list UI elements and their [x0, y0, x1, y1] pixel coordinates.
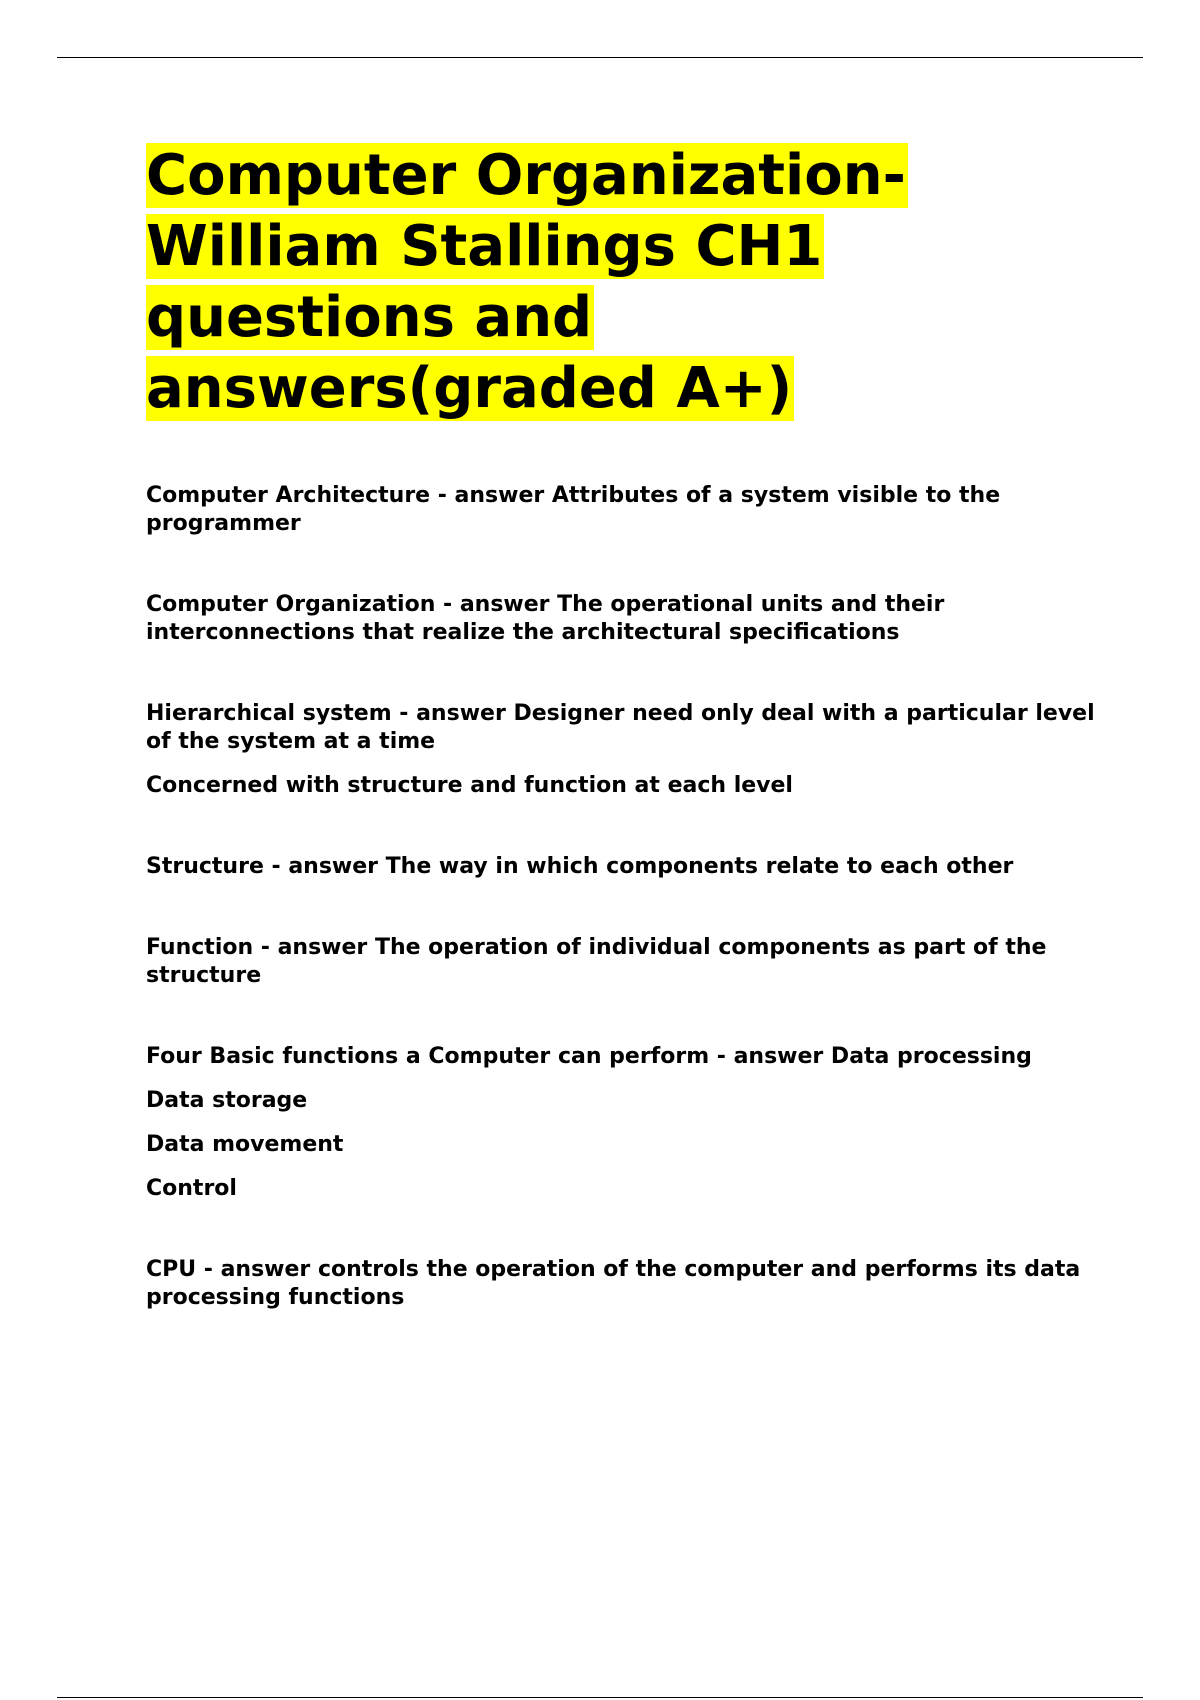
- qa-text: CPU - answer controls the operation of the computer and performs its data processing functions: [146, 1257, 1081, 1310]
- qa-text: Computer Organization - answer The operational units and their interconnections that realize the architectural specifications: [146, 592, 945, 645]
- qa-text: Computer Architecture - answer Attributes of a system visible to the programmer: [146, 483, 1001, 536]
- title-line: William Stallings CH1: [146, 214, 823, 279]
- qa-list: [146, 482, 1096, 1312]
- qa-entry-structure: [146, 853, 1096, 881]
- qa-text: Structure - answer The way in which components relate to each other: [146, 854, 1014, 879]
- qa-entry-cpu: [146, 1256, 1096, 1312]
- qa-entry-computer-organization: [146, 591, 1096, 647]
- qa-entry-computer-architecture: [146, 482, 1096, 538]
- qa-text: Function - answer The operation of individual components as part of the structure: [146, 935, 1047, 988]
- qa-entry-four-basic-functions: [146, 1043, 1096, 1203]
- title-line: answers(graded A+): [146, 356, 793, 421]
- qa-text: Four Basic functions a Computer can perform - answer Data processing: [146, 1044, 1032, 1069]
- qa-text: Hierarchical system - answer Designer need only deal with a particular level of the system at a time: [146, 701, 1095, 754]
- qa-text: Concerned with structure and function at each level: [146, 773, 793, 798]
- qa-text: Control: [146, 1176, 237, 1201]
- title-line: questions and: [146, 285, 593, 350]
- document-body: [146, 140, 1096, 1365]
- header-rule: [57, 57, 1143, 58]
- qa-entry-hierarchical-system: [146, 700, 1096, 800]
- qa-text: Data storage: [146, 1088, 308, 1113]
- qa-text: Data movement: [146, 1132, 344, 1157]
- footer-rule: [57, 1697, 1143, 1698]
- document-title: [146, 140, 1096, 424]
- qa-entry-function: [146, 934, 1096, 990]
- title-line: Computer Organization-: [146, 143, 906, 208]
